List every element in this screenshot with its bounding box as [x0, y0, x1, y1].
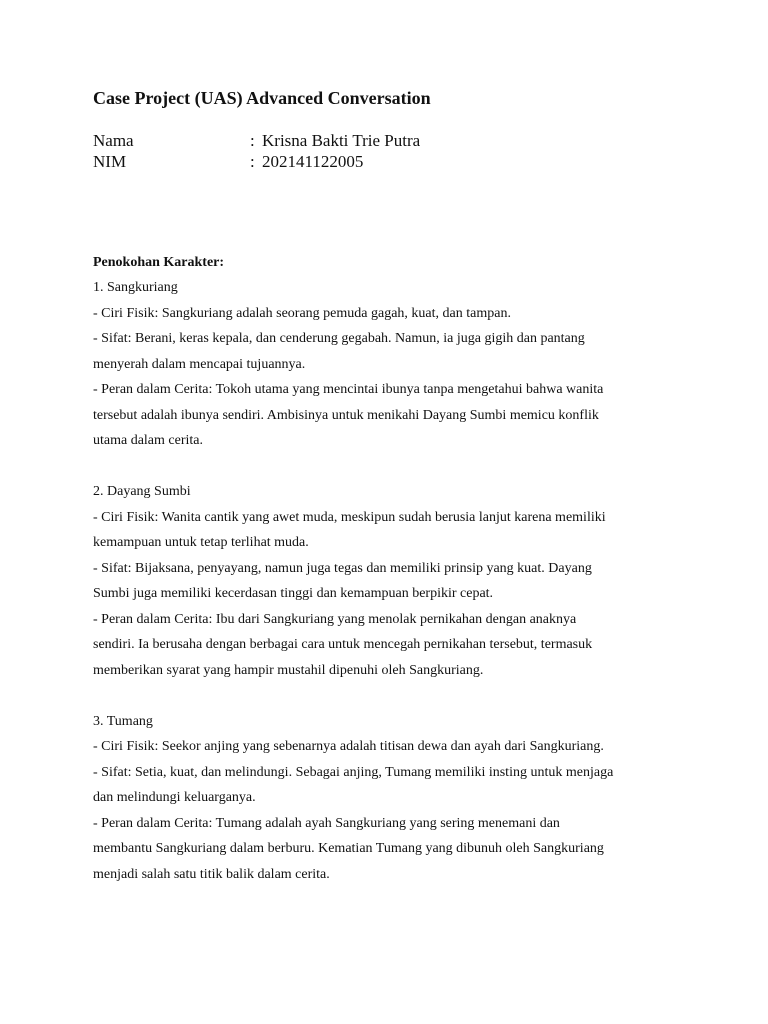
document-content [93, 86, 693, 887]
character-block-tumang [93, 709, 693, 888]
character-name: 2. Dayang Sumbi [93, 484, 191, 499]
section-heading: Penokohan Karakter: [93, 255, 225, 270]
info-value: Krisna Bakti Trie Putra [262, 131, 421, 150]
character-text-line: - Sifat: Bijaksana, penyayang, namun juga tegas dan memiliki prinsip yang kuat. Dayang [93, 560, 592, 576]
info-label: Nama [93, 131, 134, 150]
student-info [93, 130, 693, 172]
character-text-line: menjadi salah satu titik balik dalam cerita. [93, 866, 330, 882]
character-text-line: - Peran dalam Cerita: Ibu dari Sangkuriang yang menolak pernikahan dengan anaknya [93, 611, 577, 627]
info-value: 202141122005 [262, 152, 364, 171]
character-text-line: - Peran dalam Cerita: Tokoh utama yang mencintai ibunya tanpa mengetahui bahwa wanita [93, 382, 604, 397]
character-text-line: - Ciri Fisik: Wanita cantik yang awet muda, meskipun sudah berusia lanjut karena memiliki [93, 509, 606, 525]
info-row-nim [93, 151, 693, 172]
character-text-line: - Sifat: Berani, keras kepala, dan cenderung gegabah. Namun, ia juga gigih dan pantang [93, 331, 585, 346]
info-label: NIM [93, 152, 127, 171]
character-text-line: kemampuan untuk tetap terlihat muda. [93, 535, 309, 550]
character-text-line: sendiri. Ia berusaha dengan berbagai cara untuk mencegah pernikahan tersebut, termasuk [93, 637, 593, 652]
character-text-line: membantu Sangkuriang dalam berburu. Kematian Tumang yang dibunuh oleh Sangkuriang [93, 841, 604, 856]
character-text-line: memberikan syarat yang hampir mustahil dipenuhi oleh Sangkuriang. [93, 662, 484, 678]
character-block-sangkuriang [93, 275, 693, 454]
character-text-line: tersebut adalah ibunya sendiri. Ambisinya untuk menikahi Dayang Sumbi memicu konflik [93, 407, 599, 423]
character-text-line: - Sifat: Setia, kuat, dan melindungi. Sebagai anjing, Tumang memiliki insting untuk menjaga [93, 764, 614, 780]
character-text-line: - Peran dalam Cerita: Tumang adalah ayah Sangkuriang yang sering menemani dan [93, 815, 560, 831]
character-text-line: - Ciri Fisik: Sangkuriang adalah seorang pemuda gagah, kuat, dan tampan. [93, 305, 511, 321]
character-text-line: dan melindungi keluarganya. [93, 790, 256, 805]
character-text-line: utama dalam cerita. [93, 433, 203, 448]
document-title: Case Project (UAS) Advanced Conversation [93, 88, 431, 108]
character-name: 1. Sangkuriang [93, 280, 178, 295]
character-text-line: - Ciri Fisik: Seekor anjing yang sebenarnya adalah titisan dewa dan ayah dari Sangkuriang. [93, 739, 604, 754]
character-text-line: menyerah dalam mencapai tujuannya. [93, 356, 306, 372]
info-separator: : [250, 131, 255, 150]
character-name: 3. Tumang [93, 713, 153, 729]
character-text-line: Sumbi juga memiliki kecerdasan tinggi dan kemampuan berpikir cepat. [93, 586, 494, 601]
character-block-dayang-sumbi [93, 479, 693, 683]
info-row-nama [93, 130, 693, 151]
info-separator: : [250, 152, 255, 171]
